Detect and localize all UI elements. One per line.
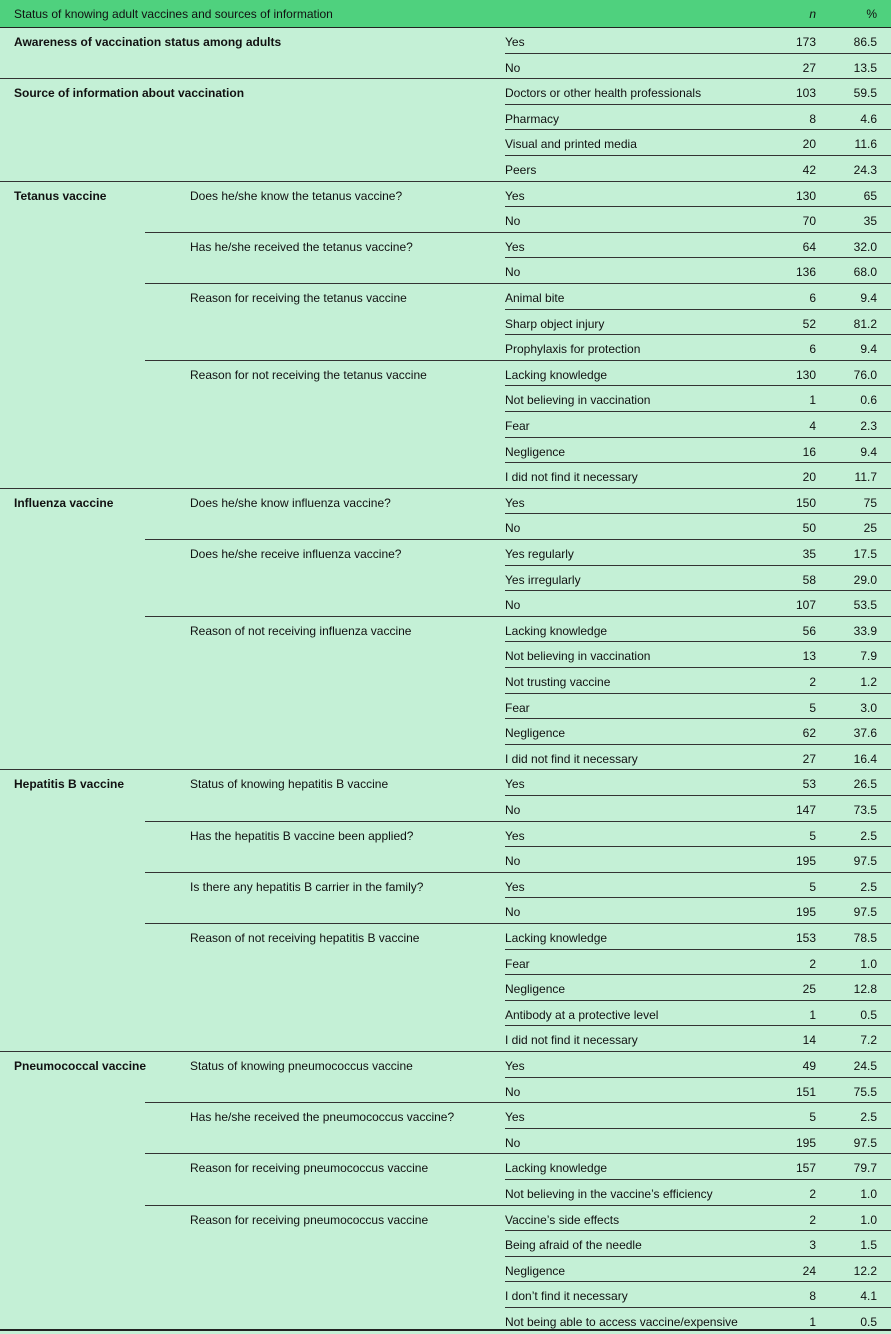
- row-percent: 17.5: [853, 547, 877, 561]
- table-row: [0, 514, 891, 540]
- row-answer: Being afraid of the needle: [505, 1238, 642, 1253]
- row-n: 130: [795, 188, 816, 203]
- row-percent: 7.9: [860, 649, 877, 664]
- header-title: Status of knowing adult vaccines and sources of information: [14, 7, 333, 21]
- row-percent: 0.5: [860, 1007, 877, 1022]
- table-row: [0, 386, 891, 412]
- row-question: Has he/she received the pneumococcus vaccine?: [190, 1110, 455, 1125]
- row-answer: Lacking knowledge: [505, 623, 608, 638]
- row-n: 1: [809, 393, 816, 408]
- row-percent: 25: [863, 521, 877, 536]
- table-row: [0, 1282, 891, 1308]
- table-row: [0, 54, 891, 80]
- row-answer: Doctors or other health professionals: [505, 86, 702, 101]
- row-n: 64: [802, 239, 816, 254]
- row-percent: 32.0: [853, 239, 877, 254]
- row-percent: 1.5: [860, 1238, 877, 1253]
- row-percent: 3.0: [860, 700, 877, 715]
- row-n: 153: [795, 931, 816, 945]
- row-answer: Yes: [505, 188, 525, 203]
- row-percent: 35: [863, 214, 877, 229]
- table-row: [0, 950, 891, 976]
- row-answer: No: [505, 1135, 521, 1150]
- row-percent: 33.9: [853, 623, 877, 638]
- row-answer: Lacking knowledge: [505, 931, 608, 945]
- row-n: 151: [795, 1084, 816, 1099]
- table-row: [0, 28, 891, 54]
- table-row: [0, 822, 891, 848]
- row-percent: 26.5: [853, 777, 877, 792]
- row-n: 20: [802, 470, 816, 485]
- row-percent: 2.5: [860, 1110, 877, 1125]
- row-n: 136: [795, 265, 816, 280]
- row-n: 2: [809, 1187, 816, 1201]
- table-row: [0, 847, 891, 873]
- table-row: [0, 924, 891, 950]
- table-row: [0, 1078, 891, 1104]
- row-n: 52: [802, 316, 816, 331]
- table-row: [0, 1257, 891, 1283]
- row-n: 130: [795, 367, 816, 382]
- row-question: Has the hepatitis B vaccine been applied?: [190, 828, 414, 843]
- row-answer: No: [505, 854, 521, 869]
- table-row: [0, 130, 891, 156]
- table-row: [0, 361, 891, 387]
- row-question: Does he/she know the tetanus vaccine?: [190, 188, 403, 203]
- row-percent: 2.5: [860, 879, 877, 894]
- table-row: [0, 1154, 891, 1180]
- row-answer: Fear: [505, 956, 530, 971]
- row-n: 3: [809, 1238, 816, 1253]
- row-answer: Negligence: [505, 444, 566, 459]
- row-n: 150: [795, 495, 816, 510]
- row-percent: 0.5: [860, 1315, 877, 1329]
- row-percent: 11.7: [854, 470, 877, 485]
- row-percent: 1.0: [860, 956, 877, 971]
- row-n: 5: [809, 828, 816, 843]
- row-question: Does he/she receive influenza vaccine?: [190, 547, 402, 561]
- row-answer: Lacking knowledge: [505, 1161, 608, 1176]
- table-row: [0, 1026, 891, 1052]
- row-answer: Yes: [505, 879, 525, 894]
- row-percent: 9.4: [860, 291, 877, 305]
- table-row: [0, 233, 891, 259]
- row-n: 49: [802, 1059, 816, 1073]
- row-answer: No: [505, 905, 521, 920]
- row-n: 27: [802, 751, 816, 766]
- table-row: [0, 1103, 891, 1129]
- table-row: [0, 489, 891, 515]
- row-question: Reason for receiving the tetanus vaccine: [190, 291, 407, 305]
- row-answer: Yes irregularly: [505, 572, 581, 587]
- row-n: 58: [802, 572, 816, 587]
- row-n: 6: [809, 291, 816, 305]
- row-answer: Not believing in the vaccine’s efficiency: [505, 1187, 713, 1201]
- table-row: [0, 873, 891, 899]
- row-n: 16: [802, 444, 816, 459]
- row-group: Source of information about vaccination: [14, 86, 245, 101]
- table-row: [0, 642, 891, 668]
- row-n: 50: [802, 521, 816, 536]
- row-n: 27: [802, 60, 816, 75]
- row-percent: 7.2: [860, 1033, 877, 1048]
- row-question: Reason of not receiving hepatitis B vaccine: [190, 931, 420, 945]
- row-answer: I did not find it necessary: [505, 470, 638, 485]
- table-row: [0, 156, 891, 182]
- row-percent: 75.5: [853, 1084, 877, 1099]
- table-row: [0, 975, 891, 1001]
- row-n: 70: [802, 214, 816, 229]
- row-n: 5: [809, 700, 816, 715]
- row-answer: I don’t find it necessary: [505, 1289, 628, 1304]
- row-answer: No: [505, 598, 521, 613]
- row-n: 13: [802, 649, 816, 664]
- row-group: Hepatitis B vaccine: [14, 777, 125, 792]
- row-n: 103: [795, 86, 816, 101]
- table-row: [0, 438, 891, 464]
- row-answer: Yes: [505, 1110, 525, 1125]
- row-answer: I did not find it necessary: [505, 1033, 638, 1048]
- row-answer: Negligence: [505, 1263, 566, 1278]
- table-row: [0, 1206, 891, 1232]
- row-n: 2: [809, 675, 816, 689]
- table-row: [0, 1231, 891, 1257]
- table-row: [0, 79, 891, 105]
- row-percent: 0.6: [860, 393, 877, 408]
- row-percent: 79.7: [853, 1161, 877, 1176]
- table-row: [0, 719, 891, 745]
- row-percent: 81.2: [853, 316, 877, 331]
- row-n: 24: [802, 1263, 816, 1278]
- row-question: Status of knowing hepatitis B vaccine: [190, 777, 389, 792]
- row-answer: Yes: [505, 495, 525, 510]
- table-row: [0, 258, 891, 284]
- row-answer: Yes: [505, 828, 525, 843]
- row-n: 1: [809, 1315, 816, 1329]
- table-header: [0, 0, 891, 28]
- row-question: Status of knowing pneumococcus vaccine: [190, 1059, 413, 1073]
- table-row: [0, 284, 891, 310]
- row-answer: Fear: [505, 700, 530, 715]
- table-row: [0, 591, 891, 617]
- row-percent: 97.5: [853, 854, 877, 869]
- row-answer: No: [505, 214, 521, 229]
- table-row: [0, 182, 891, 208]
- table-row: [0, 1180, 891, 1206]
- row-answer: No: [505, 60, 521, 75]
- row-percent: 1.0: [860, 1187, 877, 1201]
- row-answer: Yes: [505, 239, 525, 254]
- row-n: 25: [802, 982, 816, 997]
- row-question: Has he/she received the tetanus vaccine?: [190, 239, 413, 254]
- row-answer: Antibody at a protective level: [505, 1007, 659, 1022]
- row-percent: 2.5: [860, 828, 877, 843]
- row-percent: 2.3: [860, 419, 877, 433]
- row-percent: 24.3: [853, 163, 877, 177]
- row-answer: Lacking knowledge: [505, 367, 608, 382]
- row-percent: 1.2: [860, 675, 877, 689]
- row-n: 157: [795, 1161, 816, 1176]
- row-question: Reason of not receiving influenza vaccine: [190, 623, 412, 638]
- row-n: 14: [802, 1033, 816, 1048]
- table-row: [0, 310, 891, 336]
- row-answer: Visual and printed media: [505, 137, 637, 152]
- table-row: [0, 463, 891, 489]
- row-answer: Prophylaxis for protection: [505, 342, 641, 357]
- table-row: [0, 566, 891, 592]
- table-row: [0, 412, 891, 438]
- row-percent: 12.8: [853, 982, 877, 997]
- row-percent: 37.6: [853, 726, 877, 741]
- row-percent: 65: [863, 188, 877, 203]
- row-question: Does he/she know influenza vaccine?: [190, 495, 391, 510]
- row-percent: 97.5: [853, 905, 877, 920]
- row-percent: 13.5: [853, 60, 877, 75]
- header-n: n: [809, 7, 816, 21]
- row-n: 1: [809, 1007, 816, 1022]
- row-question: Reason for not receiving the tetanus vaccine: [190, 367, 427, 382]
- table-row: [0, 668, 891, 694]
- table-row: [0, 207, 891, 233]
- row-percent: 9.4: [860, 444, 877, 459]
- row-question: Reason for receiving pneumococcus vaccine: [190, 1212, 429, 1227]
- row-percent: 76.0: [853, 367, 877, 382]
- row-n: 195: [795, 1135, 816, 1150]
- row-n: 8: [809, 1289, 816, 1304]
- row-answer: Sharp object injury: [505, 316, 605, 331]
- row-answer: Fear: [505, 419, 530, 433]
- row-percent: 4.6: [860, 111, 877, 126]
- table-row: [0, 335, 891, 361]
- row-percent: 73.5: [853, 803, 877, 817]
- row-n: 195: [795, 905, 816, 920]
- row-answer: Not being able to access vaccine/expensive: [505, 1315, 738, 1329]
- row-percent: 29.0: [853, 572, 877, 587]
- row-n: 2: [809, 956, 816, 971]
- row-percent: 12.2: [853, 1263, 877, 1278]
- row-percent: 16.4: [853, 751, 877, 766]
- table-row: [0, 745, 891, 771]
- table-row: [0, 1129, 891, 1155]
- row-question: Is there any hepatitis B carrier in the family?: [190, 879, 424, 894]
- row-n: 5: [809, 879, 816, 894]
- header-percent: %: [866, 7, 877, 21]
- row-answer: Peers: [505, 163, 537, 177]
- row-answer: Negligence: [505, 726, 566, 741]
- row-n: 35: [802, 547, 816, 561]
- table-row: [0, 770, 891, 796]
- row-n: 5: [809, 1110, 816, 1125]
- row-answer: Yes: [505, 777, 525, 792]
- row-n: 2: [809, 1212, 816, 1227]
- row-answer: Not believing in vaccination: [505, 649, 651, 664]
- table-row: [0, 1052, 891, 1078]
- row-question: Reason for receiving pneumococcus vaccine: [190, 1161, 429, 1176]
- row-n: 107: [795, 598, 816, 613]
- row-percent: 86.5: [853, 35, 877, 49]
- row-percent: 4.1: [860, 1289, 877, 1304]
- row-percent: 11.6: [854, 137, 877, 152]
- table-row: [0, 105, 891, 131]
- row-answer: Yes regularly: [505, 547, 574, 561]
- row-n: 195: [795, 854, 816, 869]
- row-answer: Vaccine’s side effects: [505, 1212, 620, 1227]
- row-answer: Not believing in vaccination: [505, 393, 651, 408]
- row-n: 62: [802, 726, 816, 741]
- row-percent: 53.5: [853, 598, 877, 613]
- table-row: [0, 694, 891, 720]
- table-row: [0, 898, 891, 924]
- row-group: Awareness of vaccination status among adults: [14, 35, 282, 49]
- row-group: Pneumococcal vaccine: [14, 1059, 147, 1073]
- row-n: 173: [795, 35, 816, 49]
- row-answer: I did not find it necessary: [505, 751, 638, 766]
- table-row: [0, 1001, 891, 1027]
- row-percent: 9.4: [860, 342, 877, 357]
- row-percent: 24.5: [853, 1059, 877, 1073]
- table-row: [0, 540, 891, 566]
- row-answer: Negligence: [505, 982, 566, 997]
- table-row: [0, 796, 891, 822]
- row-n: 6: [809, 342, 816, 357]
- row-answer: Pharmacy: [505, 111, 560, 126]
- row-answer: No: [505, 803, 521, 817]
- row-group: Influenza vaccine: [14, 495, 114, 510]
- row-n: 42: [802, 163, 816, 177]
- row-answer: Not trusting vaccine: [505, 675, 611, 689]
- row-n: 4: [809, 419, 816, 433]
- row-n: 53: [802, 777, 816, 792]
- row-n: 20: [802, 137, 816, 152]
- row-n: 147: [795, 803, 816, 817]
- row-percent: 68.0: [853, 265, 877, 280]
- row-answer: Animal bite: [505, 291, 565, 305]
- row-answer: Yes: [505, 1059, 525, 1073]
- row-percent: 75: [863, 495, 877, 510]
- row-percent: 97.5: [853, 1135, 877, 1150]
- row-answer: No: [505, 521, 521, 536]
- row-percent: 59.5: [853, 86, 877, 101]
- row-n: 56: [802, 623, 816, 638]
- row-answer: No: [505, 265, 521, 280]
- row-percent: 1.0: [860, 1212, 877, 1227]
- row-n: 8: [809, 111, 816, 126]
- row-group: Tetanus vaccine: [14, 188, 107, 203]
- row-answer: Yes: [505, 35, 525, 49]
- table-row: [0, 617, 891, 643]
- row-percent: 78.5: [853, 931, 877, 945]
- row-answer: No: [505, 1084, 521, 1099]
